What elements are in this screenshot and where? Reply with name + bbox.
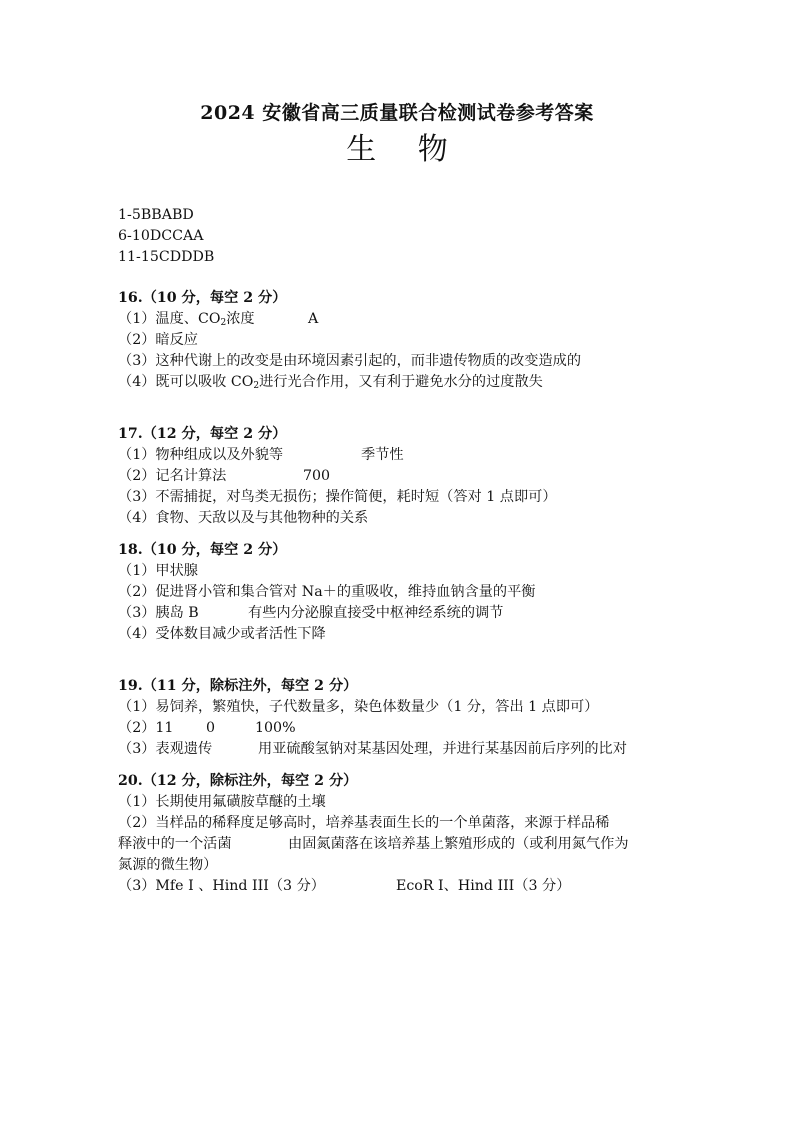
q16-answer-1-b: A [308,311,319,327]
q17-answer-4: （4）食物、天敌以及与其他物种的关系 [118,510,369,526]
q20-answer-2-line-2: 释液中的一个活菌 由固氮菌落在该培养基上繁殖形成的（或利用氮气作为 [118,836,629,852]
q16-heading: 16.（10 分，每空 2 分） [118,290,287,306]
q18-answer-3: （3）胰岛 B 有些内分泌腺直接受中枢神经系统的调节 [118,605,504,621]
q18-answer-2: （2）促进肾小管和集合管对 Na＋的重吸收，维持血钠含量的平衡 [118,584,536,600]
q19-answer-3: （3）表观遗传 用亚硫酸氢钠对某基因处理，并进行某基因前后序列的比对 [118,741,627,757]
q19-answer-1: （1）易饲养，繁殖快，子代数量多，染色体数量少（1 分，答出 1 点即可） [118,699,599,715]
q17-answer-2: （2）记名计算法 700 [118,468,331,484]
q20-answer-2-line-3: 氮源的微生物） [118,857,218,873]
q18-heading: 18.（10 分，每空 2 分） [118,542,287,558]
q20-heading: 20.（12 分，除标注外，每空 2 分） [118,773,358,789]
q17-answer-3: （3）不需捕捉，对鸟类无损伤；操作简便，耗时短（答对 1 点即可） [118,489,557,505]
answer-content [118,205,688,897]
q18-answer-4: （4）受体数目减少或者活性下降 [118,626,326,642]
document-title: 2024 安徽省高三质量联合检测试卷参考答案 [200,102,594,124]
choice-answers-1: 1-5BBABD [118,207,194,223]
q18-answer-1: （1）甲状腺 [118,563,198,579]
q16-answer-3: （3）这种代谢上的改变是由环境因素引起的，而非遗传物质的改变造成的 [118,353,582,369]
q17-heading: 17.（12 分，每空 2 分） [118,426,287,442]
q16-answer-4: （4）既可以吸收 $CO_2$进行光合作用，又有利于避免水分的过度散失 [118,374,543,391]
q17-answer-1: （1）物种组成以及外貌等 季节性 [118,447,404,463]
subject-title: 生 物 [346,132,464,167]
q16-answer-2: （2）暗反应 [118,332,198,348]
q20-answer-2-line-1: （2）当样品的稀释度足够高时，培养基表面生长的一个单菌落，来源于样品稀 [118,815,610,831]
q19-heading: 19.（11 分，除标注外，每空 2 分） [118,678,358,694]
choice-answers-2: 6-10DCCAA [118,228,204,244]
q19-answer-2: （2）11 0 100% [118,720,296,736]
q20-answer-3: （3）Mfe I 、Hind III（3 分） EcoR I、Hind III（3 分） [118,878,571,894]
q16-answer-1: （1）温度、$CO_2$浓度 A [118,311,319,328]
choice-answers-3: 11-15CDDDB [118,249,215,265]
q20-answer-1: （1）长期使用氟磺胺草醚的土壤 [118,794,326,810]
